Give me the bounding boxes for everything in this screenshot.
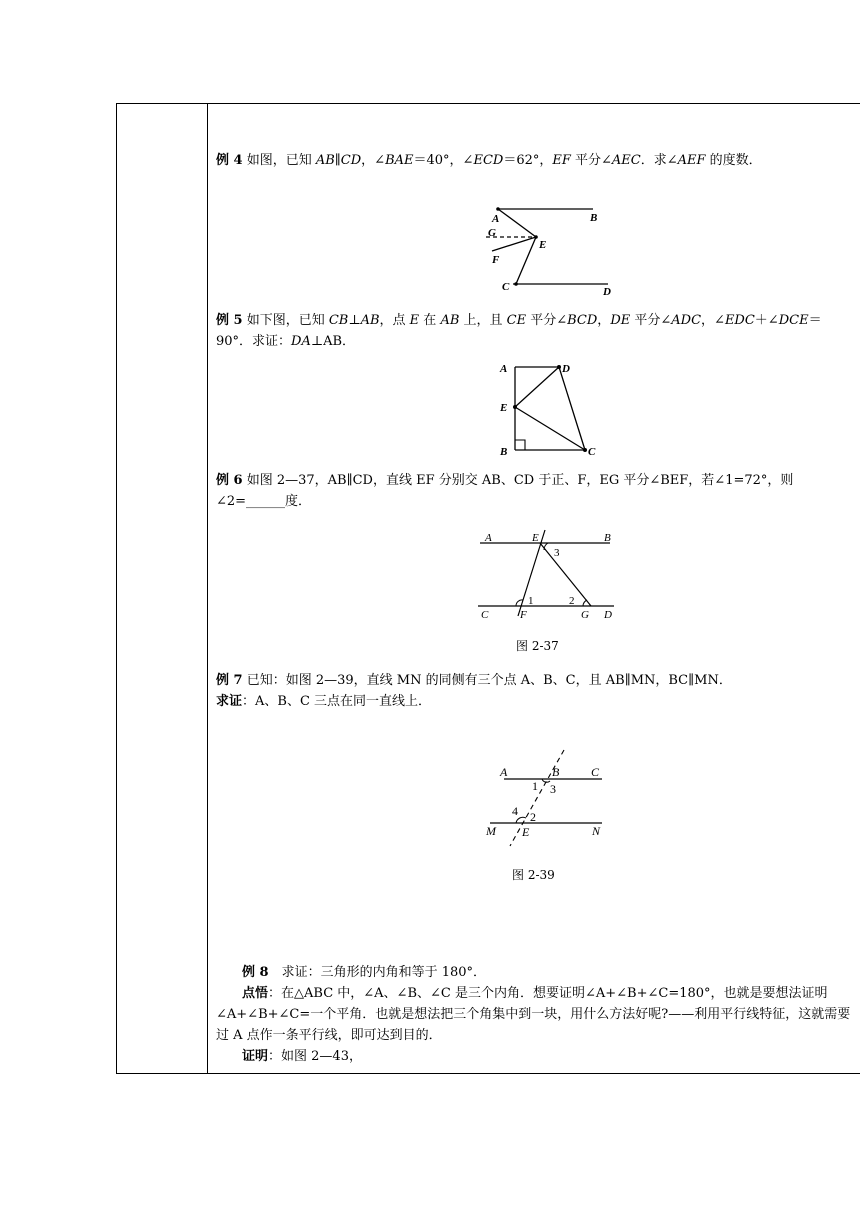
point-label: F (492, 254, 500, 266)
example-7-text: 例 7 已知：如图 2—39，直线 MN 的同侧有三个点 A、B、C，且 AB∥MN，BC∥MN． 求证：A、B、C 三点在同一直线上． (216, 673, 732, 709)
example-4-label: 例 4 (216, 153, 243, 168)
point-label: D (604, 609, 612, 621)
point-label: D (562, 363, 570, 375)
point-label: A (500, 363, 508, 375)
point-label: B (590, 212, 598, 224)
point-label: C (588, 446, 596, 458)
angle-label: 3 (550, 782, 556, 796)
example-5-text: 例 5 如下图，已知 CB⊥AB，点 E 在 AB 上，且 CE 平分∠BCD，DE 平分∠ADC，∠EDC＋∠DCE＝90°．求证：DA⊥AB． (216, 313, 822, 349)
point-label: E (539, 239, 547, 251)
point-label: C (481, 609, 489, 621)
hint-label: 点悟 (242, 986, 269, 1001)
point-label: G (581, 609, 589, 621)
point-label: G (488, 227, 496, 239)
angle-label: 1 (532, 779, 538, 793)
proof-label: 求证 (216, 694, 243, 709)
angle-label: 2 (569, 595, 575, 607)
point-label: A (492, 213, 500, 225)
point-label: N (592, 824, 601, 838)
proof-label: 证明 (242, 1049, 269, 1064)
figure-example-6 (478, 526, 623, 630)
point-label: A (485, 532, 492, 544)
figure-example-7 (482, 748, 612, 852)
angle-label: 1 (528, 595, 534, 607)
column-divider (207, 103, 208, 1074)
figure-caption: 图 2-37 (516, 639, 559, 653)
figure-caption: 图 2-39 (512, 868, 555, 882)
point-label: M (486, 824, 496, 838)
figure-example-5 (496, 358, 606, 464)
point-label: A (500, 765, 508, 779)
point-label: B (500, 446, 508, 458)
example-4-text: 例 4 如图，已知 AB∥CD，∠BAE＝40°，∠ECD＝62°，EF 平分∠AEC．求∠AEF 的度数． (216, 153, 762, 168)
example-5-label: 例 5 (216, 313, 243, 328)
angle-label: 2 (530, 810, 536, 824)
angle-label: 4 (512, 804, 518, 818)
point-label: C (502, 281, 510, 293)
point-label: D (603, 286, 611, 298)
point-label: E (532, 532, 539, 544)
point-label: B (604, 532, 611, 544)
point-label: E (522, 825, 530, 839)
example-6-text: 例 6 如图 2—37，AB∥CD，直线 EF 分别交 AB、CD 于正、F，EG 平分∠BEF，若∠1=72°，则∠2=______度． (216, 473, 794, 509)
figure-example-4 (478, 200, 628, 304)
example-8-text: 例 8 求证：三角形的内角和等于 180°． 点悟：在△ABC 中，∠A、∠B、∠C 是三个内角．想要证明∠A+∠B+∠C=180°，也就是要想法证明∠A+∠B+∠C=一个平角．也就是想法把三个角集中到一块，用什么方法好呢?——利用平行线特征，这就需要过 A 点作一条平行线，即可达到目的． 证明：如图 2—43， (216, 965, 851, 1064)
point-label: F (520, 609, 527, 621)
angle-label: 3 (554, 547, 560, 559)
point-label: B (552, 765, 560, 779)
example-7-label: 例 7 (216, 673, 243, 688)
point-label: C (591, 765, 600, 779)
example-6-label: 例 6 (216, 473, 243, 488)
point-label: E (500, 402, 508, 414)
example-8-label: 例 8 (242, 965, 269, 980)
